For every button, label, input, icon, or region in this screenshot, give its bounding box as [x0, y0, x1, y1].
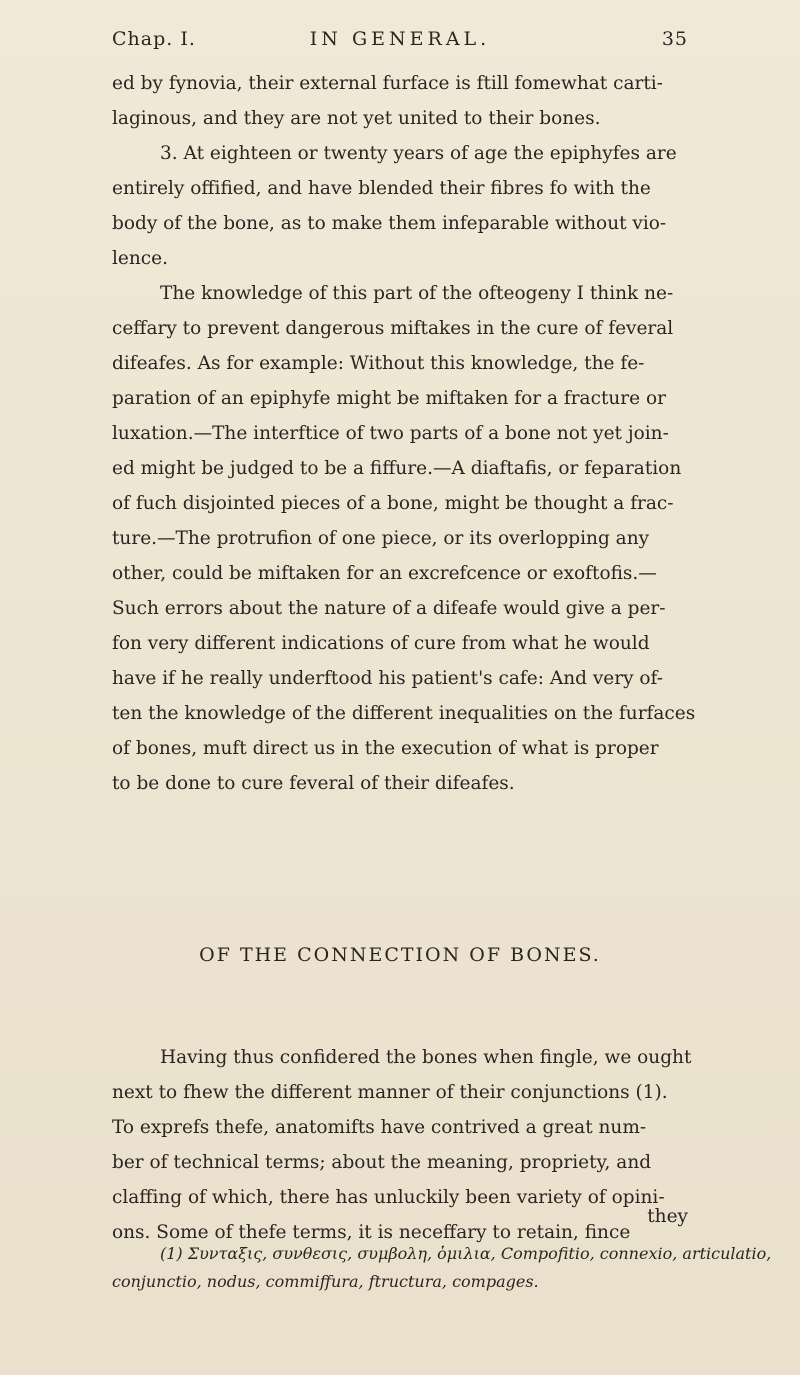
- section-text: [112, 1040, 692, 1250]
- body-line: ed by fynovia, their external furface is ftill fomewhat carti-: [112, 73, 663, 94]
- running-head: [112, 28, 688, 60]
- body-line: of bones, muft direct us in the execution of what is proper: [112, 738, 659, 759]
- section-line: To exprefs thefe, anatomifts have contrived a great num-: [112, 1117, 647, 1138]
- body-text: [112, 66, 696, 801]
- section-line: ber of technical terms; about the meaning, propriety, and: [112, 1152, 652, 1173]
- section-line: next to fhew the different manner of their conjunctions (1).: [112, 1082, 668, 1103]
- body-line: have if he really underftood his patient's cafe: And very of-: [112, 668, 663, 689]
- catchword: they: [647, 1206, 688, 1227]
- section-line: ons. Some of thefe terms, it is neceffary to retain, fince: [112, 1222, 631, 1243]
- section-line: Having thus confidered the bones when fingle, we ought: [160, 1047, 692, 1068]
- page-number: 35: [661, 28, 688, 50]
- body-line: entirely offified, and have blended their fibres fo with the: [112, 178, 651, 199]
- body-line: ceffary to prevent dangerous miftakes in the cure of feveral: [112, 318, 674, 339]
- body-line: lence.: [112, 248, 168, 269]
- body-line: ture.—The protrufion of one piece, or its overlopping any: [112, 528, 650, 549]
- body-line: luxation.—The interftice of two parts of a bone not yet join-: [112, 423, 669, 444]
- body-line: The knowledge of this part of the ofteogeny I think ne-: [160, 283, 674, 304]
- body-line: other, could be miftaken for an excrefcence or exoftofis.—: [112, 563, 657, 584]
- body-line: difeafes. As for example: Without this knowledge, the fe-: [112, 353, 645, 374]
- body-line: Such errors about the nature of a difeafe would give a per-: [112, 598, 666, 619]
- footnote-line: conjunctio, nodus, commiffura, ftructura, compages.: [112, 1272, 539, 1291]
- body-line: body of the bone, as to make them infeparable without vio-: [112, 213, 667, 234]
- body-line: fon very different indications of cure from what he would: [112, 633, 650, 654]
- body-line: laginous, and they are not yet united to their bones.: [112, 108, 601, 129]
- body-line: paration of an epiphyfe might be miftaken for a fracture or: [112, 388, 666, 409]
- body-line: of fuch disjointed pieces of a bone, might be thought a frac-: [112, 493, 674, 514]
- body-line: 3. At eighteen or twenty years of age the epiphyfes are: [160, 143, 677, 164]
- body-line: ten the knowledge of the different inequalities on the furfaces: [112, 703, 696, 724]
- footnotes: [112, 1240, 772, 1296]
- footnote-line: (1) Συνταξις, συνθεσις, συμβολη, ὁμιλια, Compofitio, connexio, articulatio,: [160, 1244, 772, 1263]
- body-line: to be done to cure feveral of their difeafes.: [112, 773, 515, 794]
- section-heading: OF THE CONNECTION OF BONES.: [199, 944, 601, 966]
- section-line: claffing of which, there has unluckily been variety of opini-: [112, 1187, 665, 1208]
- chapter-label: Chap. I.: [112, 28, 196, 50]
- body-line: ed might be judged to be a fiffure.—A diaftafis, or feparation: [112, 458, 682, 479]
- running-title: IN GENERAL.: [309, 28, 491, 50]
